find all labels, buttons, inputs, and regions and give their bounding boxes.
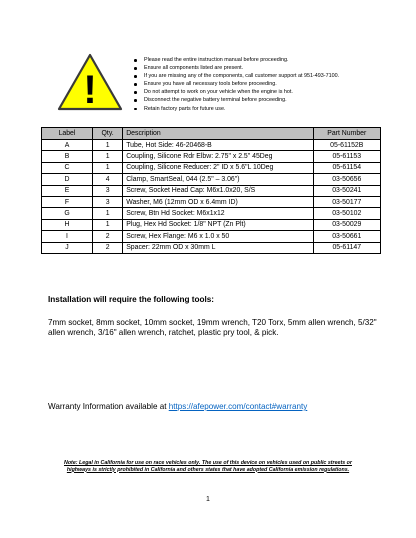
- warning-exclamation-mark: !: [83, 68, 97, 112]
- cell-description: Clamp, SmartSeal, 044 (2.5" – 3.06"): [123, 174, 313, 185]
- parts-table-header-row: [42, 128, 381, 140]
- cell-qty: 3: [93, 185, 123, 196]
- table-row: [42, 208, 381, 219]
- cell-description: Screw, Hex Flange: M6 x 1.0 x 50: [123, 231, 313, 242]
- cell-description: Coupling, Silicone Reducer: 2" ID x 5.6"L 10Deg: [123, 162, 313, 173]
- warranty-prefix: Warranty Information available at: [48, 402, 169, 411]
- cell-label: G: [42, 208, 93, 219]
- table-row: [42, 151, 381, 162]
- table-row: [42, 219, 381, 230]
- warning-triangle-icon: [56, 52, 124, 112]
- cell-part-number: 05-61153: [313, 151, 380, 162]
- table-row: [42, 174, 381, 185]
- instruction-item: Ensure you have all necessary tools before proceeding.: [132, 80, 339, 88]
- cell-description: Screw, Socket Head Cap: M6x1.0x20, S/S: [123, 185, 313, 196]
- cell-part-number: 03-50656: [313, 174, 380, 185]
- instruction-item: Please read the entire instruction manual before proceeding.: [132, 56, 339, 64]
- cell-qty: 2: [93, 242, 123, 253]
- cell-part-number: 03-50029: [313, 219, 380, 230]
- cell-label: B: [42, 151, 93, 162]
- cell-part-number: 05-61154: [313, 162, 380, 173]
- instruction-item: Ensure all components listed are present.: [132, 64, 339, 72]
- cell-label: F: [42, 196, 93, 207]
- legal-note: Note: Legal in California for use on race vehicles only. The use of this device on vehicles used on public streets or highways is strictly prohibited in California and others states that have adopted California emission regulations.: [64, 460, 352, 473]
- cell-part-number: 03-50177: [313, 196, 380, 207]
- header-part-number: Part Number: [313, 128, 380, 140]
- cell-qty: 3: [93, 196, 123, 207]
- table-row: [42, 140, 381, 151]
- cell-label: D: [42, 174, 93, 185]
- cell-part-number: 03-50102: [313, 208, 380, 219]
- table-row: [42, 242, 381, 253]
- instruction-item: If you are missing any of the components, call customer support at 951-493-7100.: [132, 72, 339, 80]
- cell-label: I: [42, 231, 93, 242]
- cell-description: Coupling, Silicone Rdr Elbw: 2.75" x 2.5" 45Deg: [123, 151, 313, 162]
- cell-label: E: [42, 185, 93, 196]
- table-row: [42, 196, 381, 207]
- cell-description: Tube, Hot Side: 46-20468-B: [123, 140, 313, 151]
- header-qty: Qty.: [93, 128, 123, 140]
- cell-qty: 1: [93, 219, 123, 230]
- table-row: [42, 162, 381, 173]
- cell-part-number: 03-50661: [313, 231, 380, 242]
- cell-description: Spacer: 22mm OD x 30mm L: [123, 242, 313, 253]
- cell-part-number: 05-61147: [313, 242, 380, 253]
- header-label: Label: [42, 128, 93, 140]
- warranty-line: [48, 402, 307, 411]
- cell-label: A: [42, 140, 93, 151]
- instruction-item: Disconnect the negative battery terminal before proceeding.: [132, 96, 339, 104]
- table-row: [42, 231, 381, 242]
- cell-label: J: [42, 242, 93, 253]
- cell-label: C: [42, 162, 93, 173]
- cell-qty: 1: [93, 208, 123, 219]
- table-row: [42, 185, 381, 196]
- instruction-list: [132, 56, 339, 113]
- cell-description: Plug, Hex Hd Socket: 1/8" NPT (Zn Plt): [123, 219, 313, 230]
- cell-description: Screw, Btn Hd Socket: M6x1x12: [123, 208, 313, 219]
- instruction-item: Do not attempt to work on your vehicle when the engine is hot.: [132, 88, 339, 96]
- instruction-item: Retain factory parts for future use.: [132, 105, 339, 113]
- page-number: 1: [206, 496, 210, 503]
- tools-list: 7mm socket, 8mm socket, 10mm socket, 19mm wrench, T20 Torx, 5mm allen wrench, 5/32" allen wrench, 3/16" allen wrench, ratchet, plastic pry tool, & pick.: [48, 318, 377, 338]
- warranty-link[interactable]: https://afepower.com/contact#warranty: [168, 402, 308, 411]
- cell-qty: 1: [93, 162, 123, 173]
- cell-part-number: 03-50241: [313, 185, 380, 196]
- cell-description: Washer, M6 (12mm OD x 6.4mm ID): [123, 196, 313, 207]
- cell-part-number: 05-61152B: [313, 140, 380, 151]
- header-description: Description: [123, 128, 313, 140]
- parts-table: [41, 127, 381, 254]
- cell-qty: 1: [93, 140, 123, 151]
- cell-qty: 1: [93, 151, 123, 162]
- cell-qty: 2: [93, 231, 123, 242]
- cell-qty: 4: [93, 174, 123, 185]
- installation-heading: Installation will require the following tools:: [48, 295, 215, 304]
- cell-label: H: [42, 219, 93, 230]
